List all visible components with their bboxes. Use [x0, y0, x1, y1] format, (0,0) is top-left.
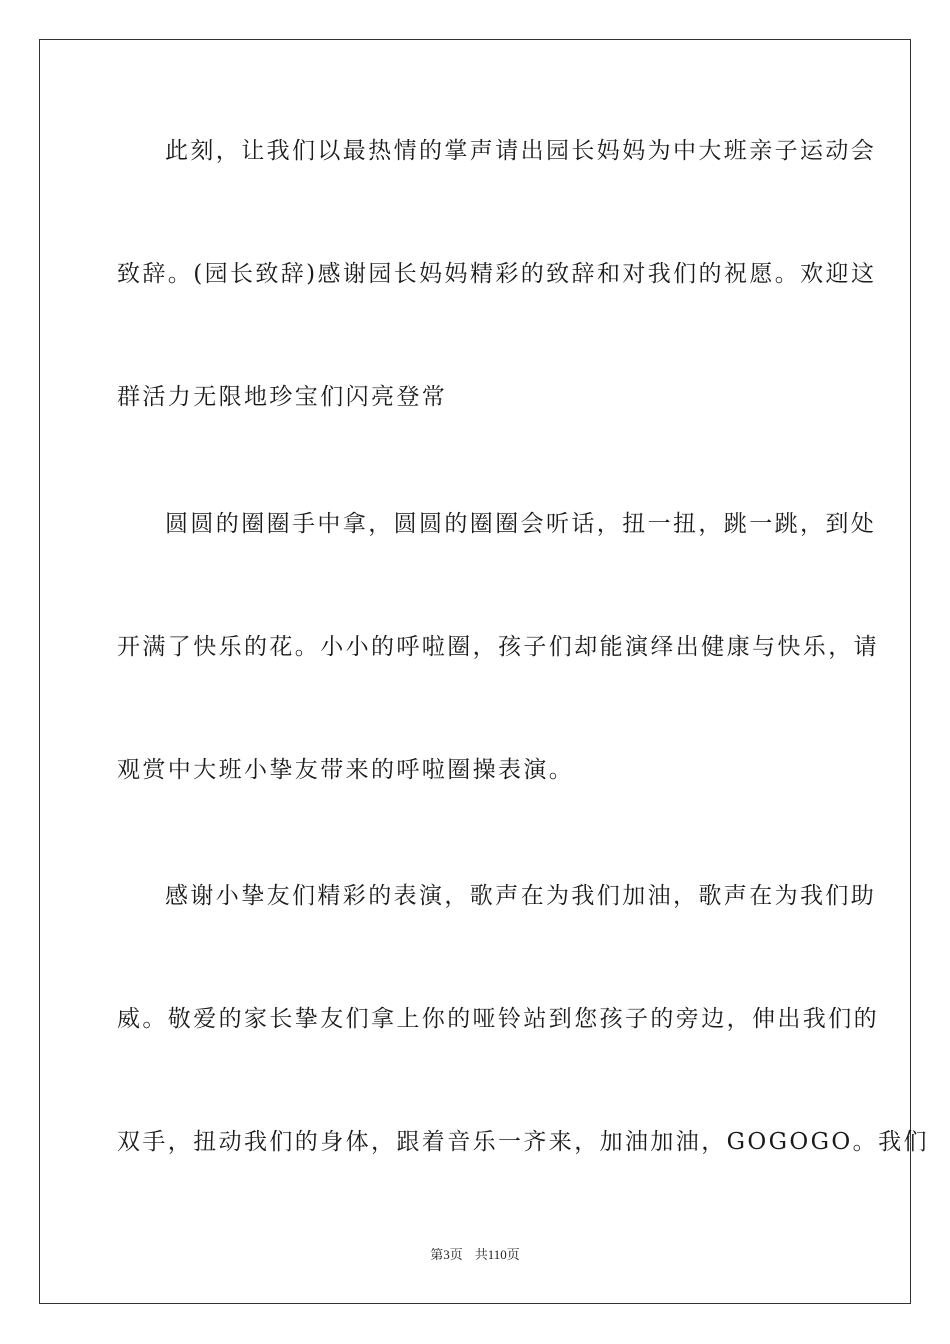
page-border	[39, 39, 929, 1304]
paragraph-1-line-2: 致辞。(园长致辞)感谢园长妈妈精彩的致辞和对我们的祝愿。欢迎这	[117, 261, 877, 287]
paragraph-3-line-1: 感谢小挚友们精彩的表演，歌声在为我们加油，歌声在为我们助	[165, 883, 877, 909]
paragraph-1-line-1: 此刻，让我们以最热情的掌声请出园长妈妈为中大班亲子运动会	[165, 138, 877, 164]
page-total: 共110页	[474, 1247, 520, 1262]
paragraph-2-line-2: 开满了快乐的花。小小的呼啦圈，孩子们却能演绎出健康与快乐，请	[117, 634, 879, 660]
paragraph-2-line-1: 圆圆的圈圈手中拿，圆圆的圈圈会听话，扭一扭，跳一跳，到处	[165, 511, 877, 537]
paragraph-1-line-3: 群活力无限地珍宝们闪亮登常	[117, 384, 448, 410]
paragraph-3-line-3: 双手，扭动我们的身体，跟着音乐一齐来，加油加油，GOGOGO。我们	[117, 1129, 929, 1155]
page-number: 第3页	[430, 1247, 463, 1262]
paragraph-3-line-2: 威。敬爱的家长挚友们拿上你的哑铃站到您孩子的旁边，伸出我们的	[117, 1006, 879, 1032]
paragraph-2-line-3: 观赏中大班小挚友带来的呼啦圈操表演。	[117, 757, 575, 783]
page-footer	[0, 1246, 950, 1264]
